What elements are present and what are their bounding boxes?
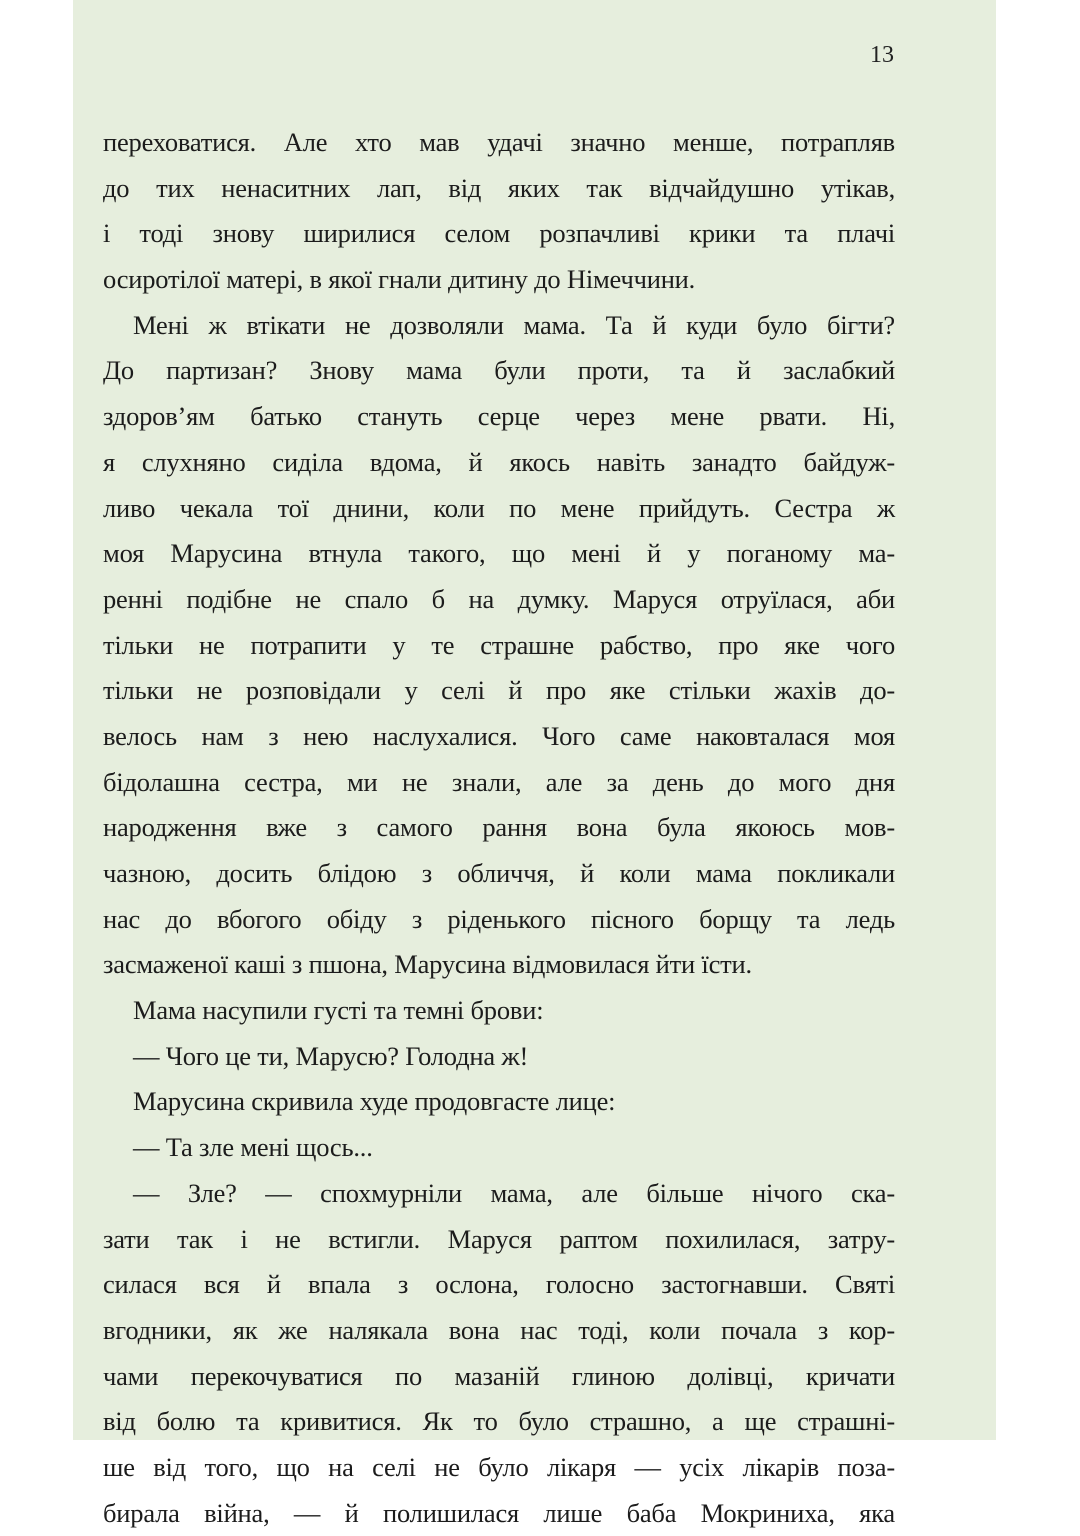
text-line: бирала війна, — й полишилася лише баба Мокриниха, яка xyxy=(103,1497,895,1528)
text-line: ливо чекала тої днини, коли по мене прийдуть. Сестра ж xyxy=(103,492,895,523)
text-line: — Зле? — спохмурніли мама, але більше нічого ска- xyxy=(133,1177,895,1208)
text-line: здоров’ям батько стануть серце через мене рвати. Ні, xyxy=(103,401,895,432)
text-line: чами перекочуватися по мазаній глиною долівці, кричати xyxy=(103,1360,895,1391)
text-line: чазною, досить блідою з обличчя, й коли мама покликали xyxy=(103,858,895,888)
text-line: ренні подібне не спало б на думку. Маруся отруїлася, аби xyxy=(103,583,895,614)
text-line: — Чого це ти, Марусю? Голодна ж! xyxy=(133,1040,529,1071)
text-line: народження вже з самого рання вона була якоюсь мов- xyxy=(103,812,895,843)
text-line: і тоді знову ширилися селом розпачливі крики та плачі xyxy=(103,218,895,249)
text-line: велось нам з нею наслухалися. Чого саме наковталася моя xyxy=(103,720,895,751)
text-line: До партизан? Знову мама були проти, та й заслабкий xyxy=(103,355,895,386)
text-line: Мама насупили густі та темні брови: xyxy=(133,995,544,1026)
text-line: до тих ненаситних лап, від яких так відчайдушно утікав, xyxy=(103,172,895,203)
text-line: зати так і не встигли. Маруся раптом похилилася, затру- xyxy=(103,1223,895,1254)
body-text xyxy=(103,120,895,1536)
text-line: тільки не потрапити у те страшне рабство, про яке чого xyxy=(103,629,895,660)
text-line: бідолашна сестра, ми не знали, але за день до мого дня xyxy=(103,766,895,797)
text-line: я слухняно сиділа вдома, й якось навіть занадто байдуж- xyxy=(103,446,895,477)
text-line: Марусина скривила худе продовгасте лице: xyxy=(133,1086,616,1117)
text-line: засмаженої каші з пшона, Марусина відмовилася йти їсти. xyxy=(103,949,752,980)
text-line: від болю та кривитися. Як то було страшно, а ще страшні- xyxy=(103,1406,895,1437)
text-line: вгодники, як же налякала вона нас тоді, коли почала з кор- xyxy=(103,1314,895,1345)
text-line: осиротілої матері, в якої гнали дитину до Німеччини. xyxy=(103,264,696,295)
text-line: моя Марусина втнула такого, що мені й у поганому ма- xyxy=(103,538,895,569)
text-line: ше від того, що на селі не було лікаря — усіх лікарів поза- xyxy=(103,1451,895,1482)
text-line: тільки не розповідали у селі й про яке стільки жахів до- xyxy=(103,675,895,706)
text-line: Мені ж втікати не дозволяли мама. Та й куди було бігти? xyxy=(133,309,895,340)
page-number: 13 xyxy=(870,42,894,68)
text-line: нас до вбогого обіду з ріденького пісного борщу та ледь xyxy=(103,903,895,934)
text-line: переховатися. Але хто мав удачі значно менше, потрапляв xyxy=(103,127,895,157)
text-line: — Та зле мені щось... xyxy=(133,1132,373,1163)
text-line: силася вся й впала з ослона, голосно застогнавши. Святі xyxy=(103,1269,895,1300)
book-page xyxy=(73,0,996,1528)
